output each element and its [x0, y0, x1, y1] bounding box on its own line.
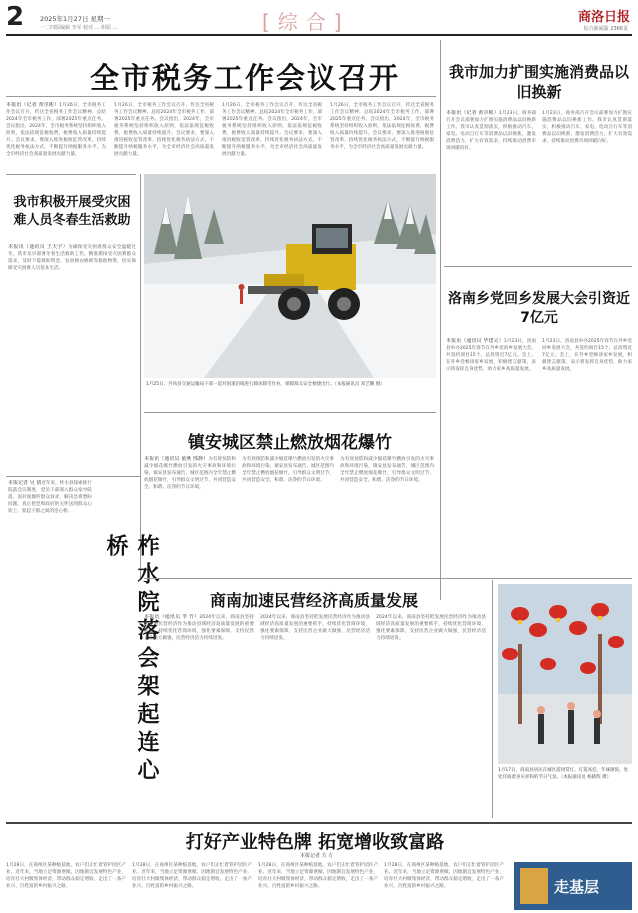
- shangnan-headline: 商南加速民营经济高质量发展: [209, 591, 418, 610]
- tax-article-col2: [114, 102, 214, 170]
- column-divider: [140, 174, 141, 578]
- divider: [444, 266, 632, 267]
- divider: [6, 174, 136, 175]
- top-rule: [6, 34, 632, 36]
- consumption-body: 1月23日，商务部召开会议部署加力扩围实施消费品以旧换新工作。我市认真贯彻落实，积极推动汽车、家电、电动自行车等消费品以旧换新，激发消费活力，扩大有效需求，持续推动消费市场回暖向好。: [542, 111, 632, 144]
- tax-body: 1月26日，全市税务工作会议召开，传达全省税务工作会议精神，总结2024年全市税务工作，部署2025年重点任务。会议指出，2024年，全市税务系统坚持组织收入原则，依法依规征税收费，税费收入质量持续提升。会议要求，要深入推进税收征管改革，持续优化税务执法方式，不断提升纳税服务水平，为全市经济社会高质量发展贡献力量。: [330, 103, 434, 150]
- consumption-col1: [446, 110, 536, 260]
- luonan-col2: [542, 338, 632, 553]
- fireworks-col2: [242, 456, 334, 568]
- snow-caption-text: 1月25日，丹凤县交通运输局干部一起对国道沿线进行除冰除雪作业，保障群众安全便捷出行。: [146, 382, 335, 387]
- luonan-byline: 本报讯（通讯员 毕建灵）: [446, 338, 504, 344]
- tax-article-col4: [330, 102, 434, 170]
- migrant-byline: 本报讯（通讯员 王天宇）: [8, 244, 68, 250]
- lantern-caption-credit: （本报通讯员 杨晓辉 摄）: [561, 774, 612, 780]
- luonan-body: 1月23日，洛南县举办2025年春节在外乡党回乡发展大会，共签约项目15个，总投资近7亿元。会上，在外乡党畅谈家乡发展，积极建言献策，表示将发挥自身优势，助力家乡高质量发展。: [446, 339, 536, 372]
- fireworks-headline: 镇安城区禁止燃放烟花爆竹: [188, 433, 392, 453]
- zhashui-body: 近年来，柞水县探索推行院落会议制度，党员干部深入群众家中院落，面对面倾听群众诉求，解决急难愁盼问题，真正把党和政府的关怀送到群众心坎上，架起干群之间的连心桥。: [8, 481, 92, 514]
- tax-body: 1月26日，全市税务工作会议召开，传达全省税务工作会议精神，总结2024年全市税务工作，部署2025年重点任务。会议指出，2024年，全市税务系统坚持组织收入原则，依法依规征税收费，税费收入质量持续提升。会议要求，要深入推进税收征管改革，持续优化税务执法方式，不断提升纳税服务水平，为全市经济社会高质量发展贡献力量。: [114, 103, 214, 157]
- snow-plow-photo: [144, 174, 436, 378]
- consumption-byline: 本报讯（记者 黄卓彬）: [446, 110, 499, 116]
- migrant-article: [8, 244, 136, 469]
- column-logo: [514, 862, 632, 910]
- industry-col2: [132, 862, 252, 910]
- industry-body: 1月28日，在商州区某种植基地，农户们正忙着管护园区产业。近年来，当地立足资源禀赋，因地制宜发展特色产业，培育壮大村级集体经济，带动群众稳定增收，走出了一条产业兴、百姓富的乡村振兴之路。: [6, 863, 126, 889]
- tax-headline: 全市税务工作会议召开: [89, 61, 400, 95]
- shangnan-body: 2024年以来，商南县坚持把发展民营经济作为推动县域经济高质量发展的重要抓手，持续优化营商环境，强化要素保障，支持民营企业做大做强，民营经济活力持续迸发。: [376, 615, 486, 641]
- luonan-col1: [446, 338, 536, 553]
- snow-caption: [146, 382, 434, 389]
- snow-plow-illustration: [144, 174, 436, 378]
- logo-figure-icon: [520, 868, 548, 904]
- divider: [6, 822, 632, 824]
- column-divider: [440, 40, 441, 600]
- migrant-headline: 我市积极开展受灾困难人员冬春生活救助: [13, 195, 131, 228]
- fireworks-body: 为有效预防和减少烟花爆竹燃放引发的火灾事故和环境污染，镇安县发布通告，城区范围内全年禁止燃放烟花爆竹，引导群众文明过节，共同营造安全、和谐、洁净的节日环境。: [144, 457, 236, 490]
- zhashui-article: [8, 480, 92, 822]
- zhashui-byline: 本报记者 吴 倩: [8, 480, 42, 486]
- industry-body: 1月28日，在商州区某种植基地，农户们正忙着管护园区产业。近年来，当地立足资源禀赋，因地制宜发展特色产业，培育壮大村级集体经济，带动群众稳定增收，走出了一条产业兴、百姓富的乡村振兴之路。: [384, 863, 504, 889]
- newspaper-brand: 商洛日报: [577, 10, 630, 25]
- shangnan-body: 2024年以来，商南县坚持把发展民营经济作为推动县域经济高质量发展的重要抓手，持续优化营商环境，强化要素保障，支持民营企业做大做强，民营经济活力持续迸发。: [260, 615, 370, 641]
- lantern-photo: [498, 584, 632, 764]
- fireworks-body: 为有效预防和减少烟花爆竹燃放引发的火灾事故和环境污染，镇安县发布通告，城区范围内全年禁止燃放烟花爆竹，引导群众文明过节，共同营造安全、和谐、洁净的节日环境。: [340, 457, 434, 483]
- shangnan-col3: [376, 614, 486, 814]
- divider: [144, 412, 436, 413]
- section-label: [综合]: [262, 10, 350, 34]
- tax-article-col1: [6, 102, 106, 170]
- shangnan-col2: [260, 614, 370, 814]
- dateline: 2025年1月27日 星期一: [40, 15, 111, 23]
- zhashui-headline: 柞水院落会架起连心桥: [103, 534, 159, 786]
- lantern-illustration: [498, 584, 632, 764]
- industry-headline: 打好产业特色牌 拓宽增收致富路: [185, 832, 445, 853]
- industry-body: 1月28日，在商州区某种植基地，农户们正忙着管护园区产业。近年来，当地立足资源禀赋，因地制宜发展特色产业，培育壮大村级集体经济，带动群众稳定增收，走出了一条产业兴、百姓富的乡村振兴之路。: [258, 863, 378, 889]
- industry-col3: [258, 862, 378, 910]
- divider: [144, 578, 632, 579]
- consumption-col2: [542, 110, 632, 260]
- luonan-body: 1月23日，洛南县举办2025年春节在外乡党回乡发展大会，共签约项目15个，总投资近7亿元。会上，在外乡党畅谈家乡发展，积极建言献策，表示将发挥自身优势，助力家乡高质量发展。: [542, 339, 632, 372]
- fireworks-byline: 本报讯（通讯员 童燕 邢静）: [144, 456, 209, 462]
- consumption-headline: 我市加力扩围实施消费品以旧换新: [448, 63, 629, 101]
- tax-body: 1月26日，全市税务工作会议召开，传达全省税务工作会议精神，总结2024年全市税务工作，部署2025年重点任务。会议指出，2024年，全市税务系统坚持组织收入原则，依法依规征税收费，税费收入质量持续提升。会议要求，要深入推进税收征管改革，持续优化税务执法方式，不断提升纳税服务水平，为全市经济社会高质量发展贡献力量。: [6, 103, 106, 157]
- tax-article-col3: [222, 102, 322, 170]
- industry-body: 1月28日，在商州区某种植基地，农户们正忙着管护园区产业。近年来，当地立足资源禀赋，因地制宜发展特色产业，培育壮大村级集体经济，带动群众稳定增收，走出了一条产业兴、百姓富的乡村振兴之路。: [132, 863, 252, 889]
- logo-text: 走基层: [554, 878, 600, 896]
- shangnan-col1: [144, 614, 254, 814]
- fireworks-col3: [340, 456, 434, 568]
- divider: [6, 96, 436, 97]
- column-divider: [492, 580, 493, 818]
- fireworks-body: 为有效预防和减少烟花爆竹燃放引发的火灾事故和环境污染，镇安县发布通告，城区范围内全年禁止燃放烟花爆竹，引导群众文明过节，共同营造安全、和谐、洁净的节日环境。: [242, 457, 334, 483]
- consumption-body: 1月23日，商务部召开会议部署加力扩围实施消费品以旧换新工作。我市认真贯彻落实，积极推动汽车、家电、电动自行车等消费品以旧换新，激发消费活力，扩大有效需求，持续推动消费市场回暖向好。: [446, 111, 536, 151]
- tax-byline: 本报讯（记者 黄卓彬）: [6, 102, 60, 108]
- page-number: 2: [6, 2, 25, 32]
- edition-line: 综合新闻版 2366页: [583, 26, 628, 32]
- industry-col4: [384, 862, 504, 910]
- shangnan-byline: 本报讯（通讯员 李 竹）: [144, 614, 200, 620]
- lantern-caption-text: 1月17日，商南县居民在城区游园赏灯。灯笼高挂，年味渐浓，处处洋溢着喜庆祥和的节日气氛。: [498, 768, 629, 780]
- divider: [6, 476, 140, 477]
- snow-caption-credit: （本报通讯员 邓艺鹏 摄）: [334, 382, 385, 387]
- tax-body: 1月26日，全市税务工作会议召开，传达全省税务工作会议精神，总结2024年全市税务工作，部署2025年重点任务。会议指出，2024年，全市税务系统坚持组织收入原则，依法依规征税收费，税费收入质量持续提升。会议要求，要深入推进税收征管改革，持续优化税务执法方式，不断提升纳税服务水平，为全市经济社会高质量发展贡献力量。: [222, 103, 322, 157]
- migrant-body: 为确保受灾困难群众安全温暖过冬，我市及早部署冬春生活救助工作，精准摸排受灾困难群众需求，及时下拨救助资金，发放棉衣棉被等救助物资，切实保障受灾困难人员基本生活。: [8, 245, 136, 271]
- industry-byline: 本报记者 方 方: [300, 853, 334, 859]
- shangnan-body: 2024年以来，商南县坚持把发展民营经济作为推动县域经济高质量发展的重要抓手，持续优化营商环境，强化要素保障，支持民营企业做大做强，民营经济活力持续迸发。: [144, 615, 254, 641]
- sub-info: 一二四版编辑 李军 校对 ... 组版 ...: [40, 25, 118, 31]
- luonan-headline: 洛南乡党回乡发展大会引资近7亿元: [448, 291, 630, 326]
- industry-col1: [6, 862, 126, 910]
- lantern-caption: [498, 768, 632, 781]
